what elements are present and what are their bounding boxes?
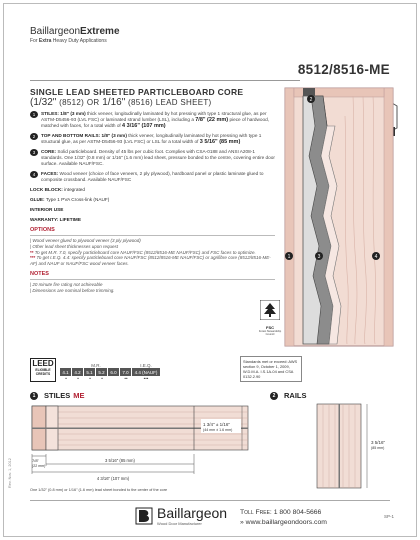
phone-label: Toll Free:: [240, 509, 272, 516]
leed-ieq-cell: 4.4 (NAUF): [132, 368, 160, 376]
fsc-logo: [258, 300, 282, 338]
stiles-heading: [30, 391, 85, 400]
warranty: WARRANTY: LIFETIME: [30, 217, 81, 222]
mr-label: M.R.: [91, 363, 101, 368]
stiles-suffix: ME: [73, 391, 85, 400]
notes-heading: NOTES: [30, 270, 49, 277]
leed-title: LEED: [32, 359, 54, 368]
section-number: 2: [270, 392, 278, 400]
standards-box: Standards met or exceed: AWS section 9, October 1, 2009, W.D.M.A. I.S.1A-04 and CSA 0132.2.90: [240, 356, 302, 382]
note-item: | Dimensions are nominal before trimming.: [30, 287, 115, 293]
dim-total: 4 3/16" (107 mm): [96, 476, 130, 481]
leed-cell: 4.1: [60, 368, 71, 376]
divider: [30, 279, 275, 280]
dim-hardwood-mm: (22 mm): [32, 464, 46, 468]
leed-dot: •: [89, 376, 91, 381]
option-item: *** To get I.E.Q. 4.4: specify particleboard core NAUF/FSC (8512/8516-ME NAUF/FSC) or agrifibre core (8512/8516-ME-AF) and NAUF or NAUF/FSC wood veneer faces.: [30, 255, 271, 267]
door-illustration: [283, 86, 398, 351]
spec-number: 4: [30, 171, 38, 178]
leed-cell: 5.2: [96, 368, 107, 376]
leed-cell: 6.0: [108, 368, 119, 376]
leed-subtitle: ELIGIBLE CREDITS: [35, 368, 51, 376]
brand-header: [30, 26, 120, 44]
spec-number: 3: [30, 149, 38, 156]
callout-2: 2: [309, 97, 313, 103]
leed-dot: ••: [124, 376, 128, 381]
spec-number: 2: [30, 133, 38, 140]
divider: [30, 80, 300, 81]
revision-date: Rev. Nov. 1, 2012: [8, 458, 12, 488]
brand-tagline: For Extra Heavy Duty Applications: [30, 38, 107, 44]
spec-item: 4 FACES: Wood veneer (choice of face veneers, 2 ply plywood), hardboard panel or plastic laminate glued to composite crossband. Available NAUF/FSC: [30, 171, 275, 183]
leed-badge: [30, 358, 56, 382]
rails-label: RAILS: [284, 391, 307, 400]
spec-item: 2 TOP AND BOTTOM RAILS: 1/8" (3 mm) thick veneer, longitudinally laminated by hot pressing with type 1 structural glue, as per ASTM-D5456-93 (LVL FSC) or LSL for a total width of 3 5/16" (85 mm): [30, 133, 275, 145]
dim-hardwood: 7/8": [32, 458, 39, 463]
rails-cross-section: [305, 400, 400, 495]
fsc-small: Forest Stewardship Council: [258, 330, 282, 336]
fsc-label: FSC: [266, 325, 274, 330]
option-item: | Other lead sheet thicknesses upon request: [30, 243, 118, 249]
contact-info: Toll Free: 1 800 804-5666 » www.baillargeondoors.com: [240, 509, 327, 526]
spec-list: [30, 111, 275, 294]
callout-3: 3: [317, 254, 321, 260]
callout-1: 1: [287, 254, 291, 260]
divider: [30, 235, 275, 236]
ieq-label: I.E.Q.: [140, 363, 152, 368]
leed-credits: [30, 358, 160, 382]
option-item: ** To get M.R. 7.0, specify particleboard core NAUF/FSC (8512/8516-ME NAUF/FSC) and FSC faces to optimize.: [30, 249, 256, 255]
dim-stile-core: 3 5/16" (85 mm): [105, 458, 135, 463]
lock-block: LOCK BLOCK: integrated: [30, 187, 85, 192]
spec-number: 1: [30, 111, 38, 118]
callout-4: 4: [374, 254, 378, 260]
footer-brand: Baillargeon: [157, 505, 228, 521]
stiles-note: One 1/32" (0.8 mm) or 1/16" (1.6 mm) lead sheet bonded to the center of the core: [30, 488, 168, 492]
leed-table: [60, 363, 160, 382]
dim-thickness-mm: (44 mm ± 1.6 mm): [203, 428, 233, 432]
fsc-tree-icon: [260, 300, 280, 320]
glue: GLUE: Type 1 PVA Cross-link (NAUF): [30, 197, 110, 202]
leed-dot: •: [101, 376, 103, 381]
leed-dot: •: [65, 376, 67, 381]
brand-name: BaillargeonExtreme: [30, 26, 120, 37]
divider: [30, 500, 390, 501]
stiles-label: STILES: [44, 391, 71, 400]
interior-use: INTERIOR USE: [30, 207, 64, 212]
option-item: | Wood veneer glued to plywood veneer (3 ply plywood): [30, 238, 141, 243]
sheet-code: SP-1: [383, 514, 394, 519]
footer-tagline: Wood Door Manufacturer: [157, 521, 202, 526]
model-number: 8512/8516-ME: [297, 62, 390, 77]
options-heading: OPTIONS: [30, 227, 55, 233]
phone-number: 1 800 804-5666: [273, 509, 322, 516]
product-title: SINGLE LEAD SHEETED PARTICLEBOARD CORE: [30, 87, 244, 97]
leed-cell: 5.1: [84, 368, 95, 376]
note-item: | 20 minute fire rating not achievable: [30, 281, 103, 287]
leed-cell: 4.2: [72, 368, 83, 376]
spec-item: 3 CORE: Solid particleboard. Density of 45 lbs per cubic foot. Complies with CSA-0188 and ANSI A208-1 standards. One 1/32" (0.8 mm) or 1/16" (1.6 mm) lead sheet, pressure bonded to the centre, covering entire door surface. Available NAUF/FSC.: [30, 149, 275, 167]
website-link[interactable]: www.baillargeondoors.com: [245, 519, 327, 526]
product-subtitle: (1/32" (8512) OR 1/16" (8516) LEAD SHEET): [30, 97, 212, 108]
footer-logo: [135, 505, 227, 526]
rails-heading: [270, 391, 307, 400]
baillargeon-logo-icon: [135, 507, 153, 525]
dim-thickness: 1 3/4" ± 1/16": [203, 422, 230, 427]
leed-dot: •: [77, 376, 79, 381]
spec-item: 1 STILES: 1/8" (3 mm) thick veneer, longitudinally laminated by hot pressing with type 1 structural glue, as per ASTM-D5456-93 (LVL FSC) or laminated strand lumber (LSL), including a 7/8" (22 mm) piece of hardwood, matched with faces, for a total width of 4 3/16" (107 mm): [30, 111, 275, 129]
leed-dot: •••: [143, 376, 149, 381]
leed-dot: [108, 376, 120, 382]
stiles-cross-section: [28, 402, 253, 494]
section-number: 1: [30, 392, 38, 400]
rail-dim: 3 5/16": [371, 440, 386, 445]
rail-dim-mm: (85 mm): [371, 446, 385, 450]
leed-cell: 7.0: [120, 368, 131, 376]
